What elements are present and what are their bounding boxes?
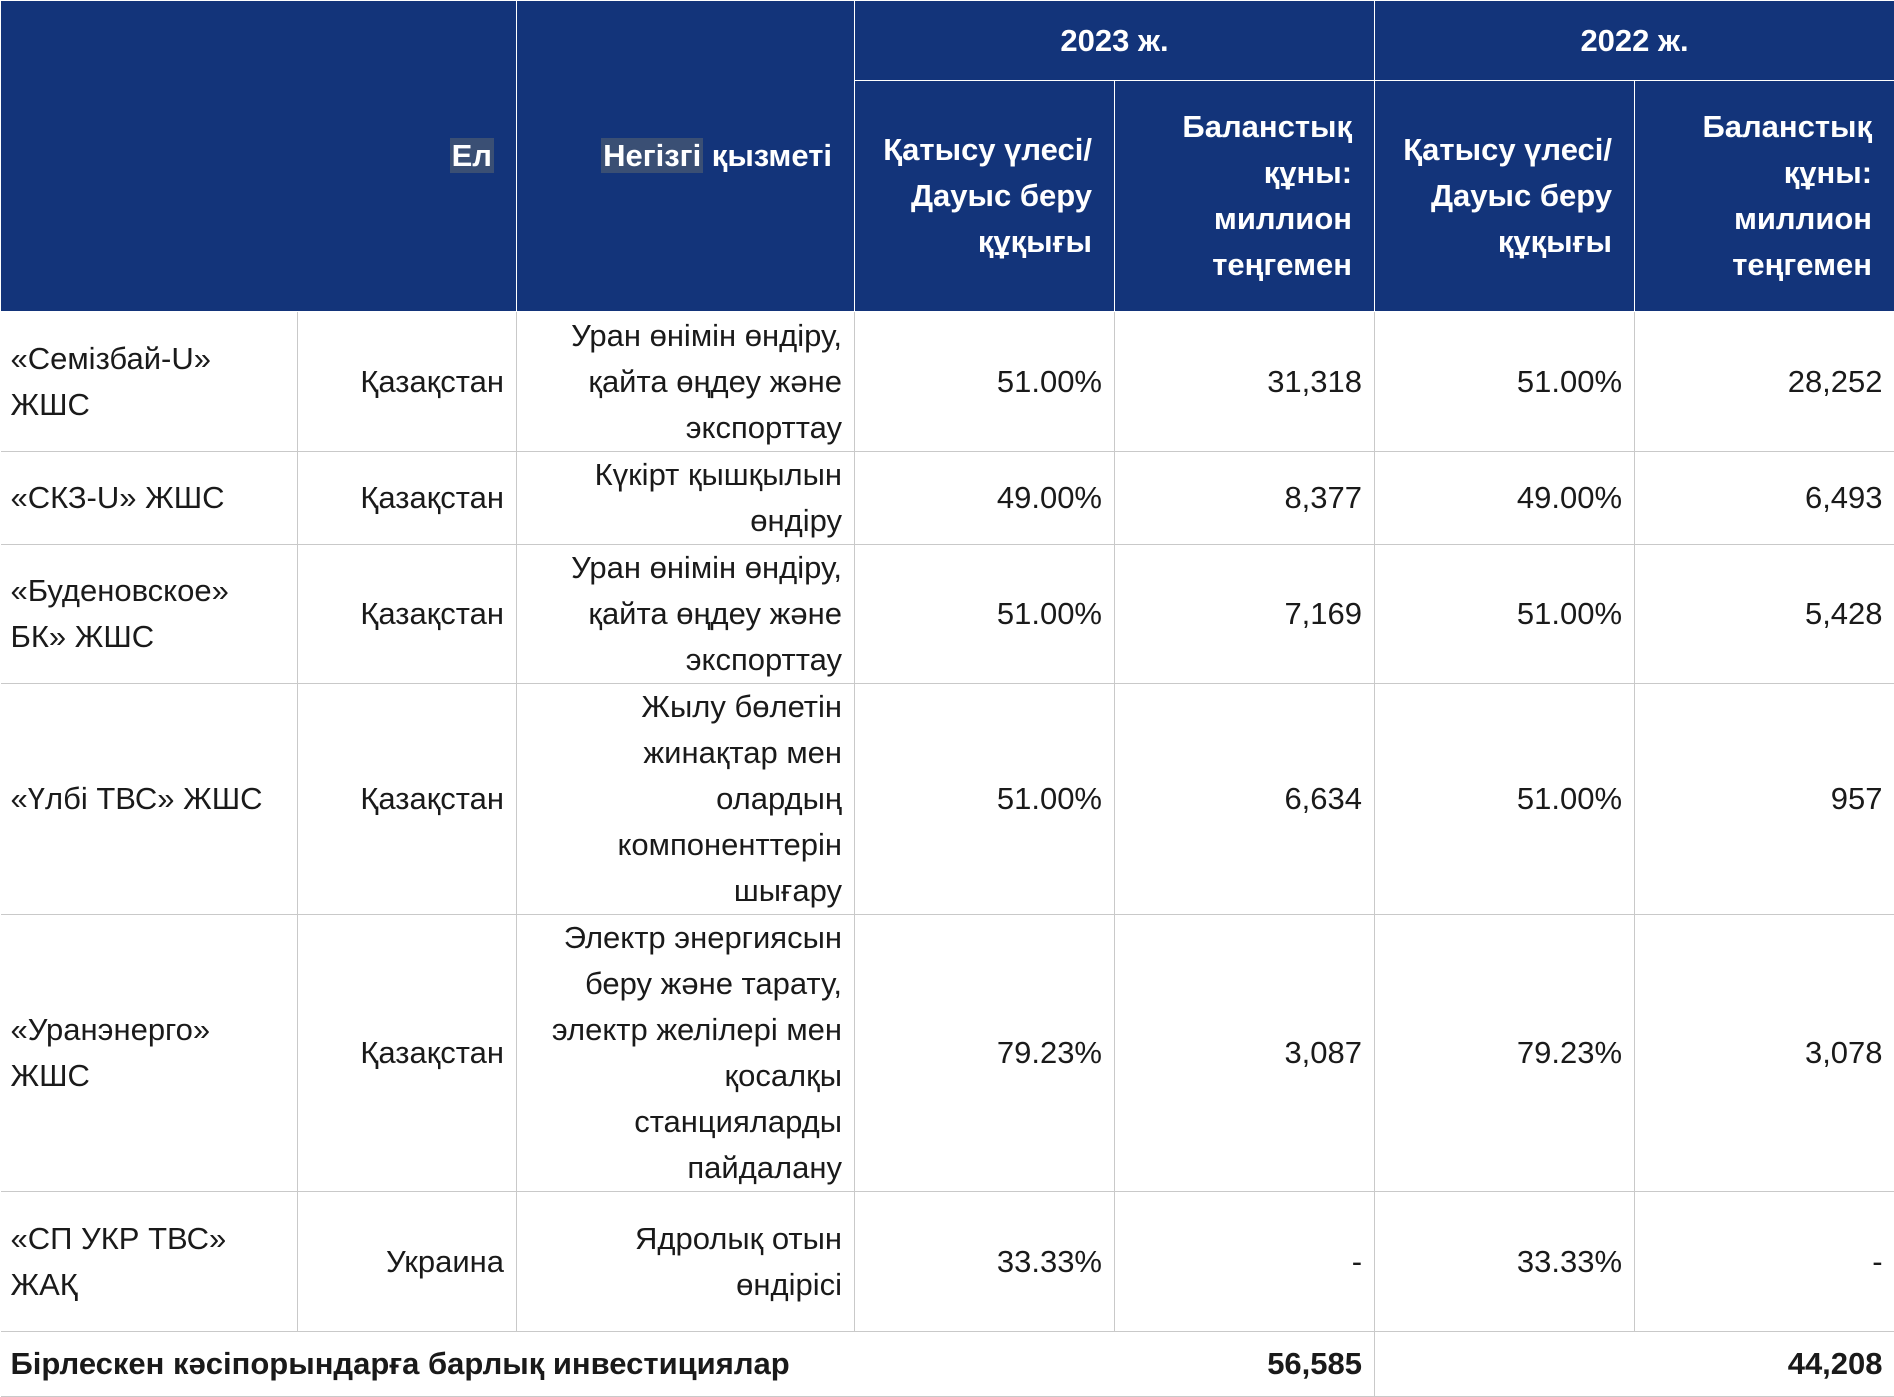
table-header bbox=[1, 1, 1894, 312]
company-activity: Жылу бөлетін жинақтар мен олардың компоненттерін шығару bbox=[517, 684, 855, 915]
header-activity bbox=[517, 1, 855, 312]
value-2023: 31,318 bbox=[1115, 312, 1375, 452]
table-row bbox=[1, 684, 1894, 915]
header-year-2023: 2023 ж. bbox=[855, 1, 1375, 81]
value-2022: 28,252 bbox=[1635, 312, 1894, 452]
header-value-2022: Баланстық құны: миллион теңгемен bbox=[1635, 81, 1894, 312]
share-2022: 51.00% bbox=[1375, 545, 1635, 684]
table-row bbox=[1, 452, 1894, 545]
table-row bbox=[1, 545, 1894, 684]
share-2023: 49.00% bbox=[855, 452, 1115, 545]
total-share-2022-empty bbox=[1375, 1332, 1635, 1397]
company-name: «Үлбі ТВС» ЖШС bbox=[1, 684, 298, 915]
total-share-2023-empty bbox=[855, 1332, 1115, 1397]
value-2022: - bbox=[1635, 1192, 1894, 1332]
value-2022: 5,428 bbox=[1635, 545, 1894, 684]
header-share-2022: Қатысу үлесі/Дауыс беру құқығы bbox=[1375, 81, 1635, 312]
share-2022: 51.00% bbox=[1375, 684, 1635, 915]
share-2023: 51.00% bbox=[855, 684, 1115, 915]
share-2023: 79.23% bbox=[855, 915, 1115, 1192]
company-country: Қазақстан bbox=[298, 915, 517, 1192]
company-country: Қазақстан bbox=[298, 452, 517, 545]
header-activity-highlight: Негізгі bbox=[601, 138, 703, 173]
table-row bbox=[1, 312, 1894, 452]
header-activity-rest: қызметі bbox=[703, 138, 832, 173]
share-2023: 51.00% bbox=[855, 312, 1115, 452]
company-name: «СП УКР ТВС» ЖАҚ bbox=[1, 1192, 298, 1332]
share-2022: 79.23% bbox=[1375, 915, 1635, 1192]
share-2022: 51.00% bbox=[1375, 312, 1635, 452]
company-activity: Ядролық отын өндірісі bbox=[517, 1192, 855, 1332]
value-2023: 7,169 bbox=[1115, 545, 1375, 684]
header-year-2022: 2022 ж. bbox=[1375, 1, 1894, 81]
value-2022: 6,493 bbox=[1635, 452, 1894, 545]
table-row bbox=[1, 915, 1894, 1192]
share-2023: 33.33% bbox=[855, 1192, 1115, 1332]
value-2023: 3,087 bbox=[1115, 915, 1375, 1192]
company-activity: Электр энергиясын беру және тарату, электр желілері мен қосалқы станцияларды пайдалану bbox=[517, 915, 855, 1192]
company-country: Қазақстан bbox=[298, 312, 517, 452]
total-value-2023: 56,585 bbox=[1115, 1332, 1375, 1397]
company-activity: Уран өнімін өндіру, қайта өңдеу және экспорттау bbox=[517, 545, 855, 684]
header-country-label: Ел bbox=[450, 138, 494, 173]
table-body bbox=[1, 312, 1894, 1397]
total-value-2022: 44,208 bbox=[1635, 1332, 1894, 1397]
company-name: «СКЗ-U» ЖШС bbox=[1, 452, 298, 545]
company-activity: Күкірт қышқылын өндіру bbox=[517, 452, 855, 545]
total-row bbox=[1, 1332, 1894, 1397]
share-2022: 49.00% bbox=[1375, 452, 1635, 545]
company-name: «Уранэнерго» ЖШС bbox=[1, 915, 298, 1192]
header-country bbox=[1, 1, 517, 312]
value-2022: 3,078 bbox=[1635, 915, 1894, 1192]
header-share-2023: Қатысу үлесі/Дауыс беру құқығы bbox=[855, 81, 1115, 312]
total-label: Бірлескен кәсіпорындарға барлық инвестициялар bbox=[1, 1332, 855, 1397]
value-2023: 6,634 bbox=[1115, 684, 1375, 915]
share-2023: 51.00% bbox=[855, 545, 1115, 684]
company-activity: Уран өнімін өндіру, қайта өңдеу және экспорттау bbox=[517, 312, 855, 452]
company-name: «Буденовское» БК» ЖШС bbox=[1, 545, 298, 684]
header-value-2023: Баланстық құны: миллион теңгемен bbox=[1115, 81, 1375, 312]
company-country: Украина bbox=[298, 1192, 517, 1332]
value-2022: 957 bbox=[1635, 684, 1894, 915]
company-name: «Семізбай-U» ЖШС bbox=[1, 312, 298, 452]
value-2023: 8,377 bbox=[1115, 452, 1375, 545]
share-2022: 33.33% bbox=[1375, 1192, 1635, 1332]
company-country: Қазақстан bbox=[298, 684, 517, 915]
value-2023: - bbox=[1115, 1192, 1375, 1332]
table-row bbox=[1, 1192, 1894, 1332]
company-country: Қазақстан bbox=[298, 545, 517, 684]
